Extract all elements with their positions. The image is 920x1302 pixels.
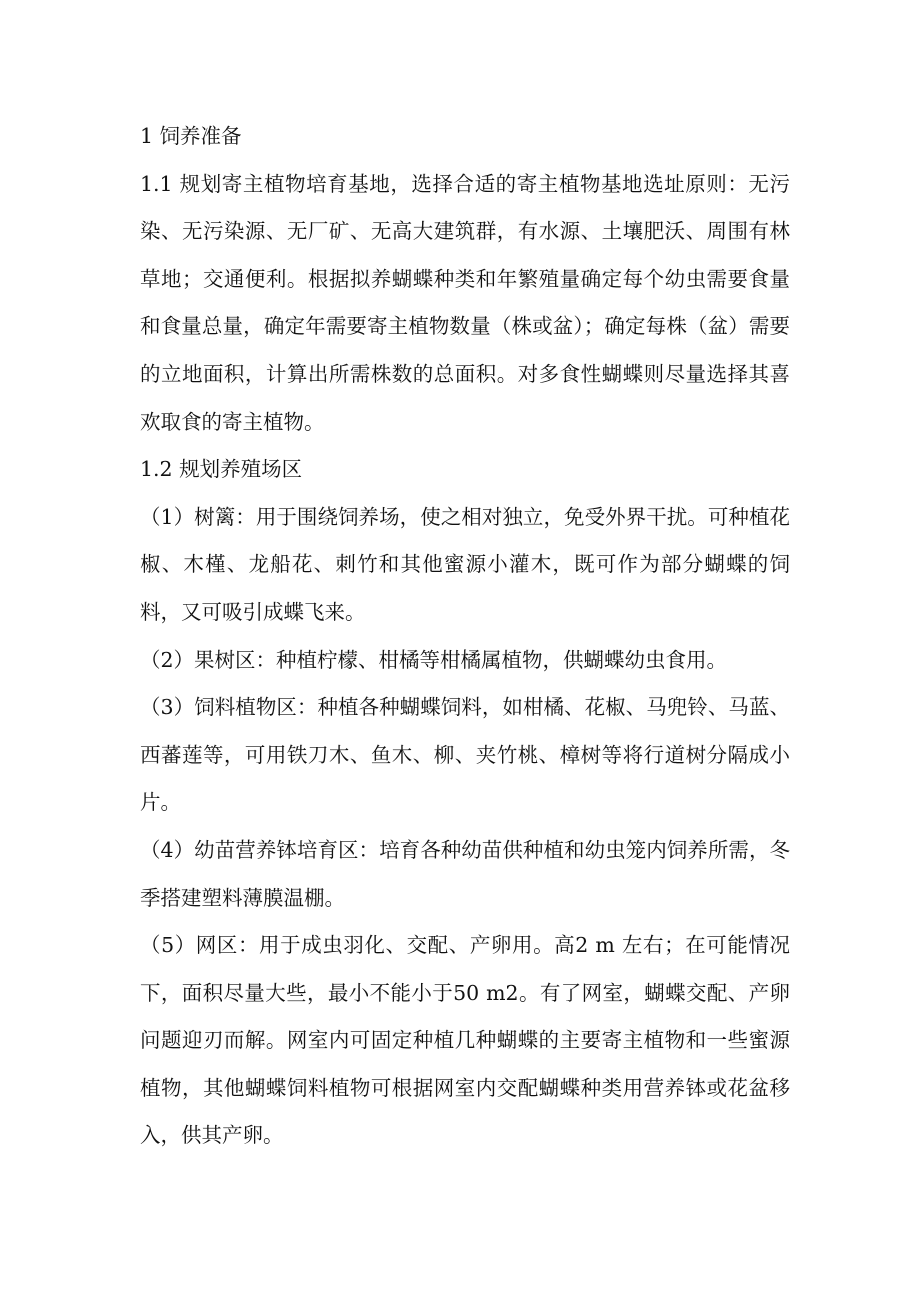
paragraph-feed-plants: （3）饲料植物区：种植各种蝴蝶饲料，如柑橘、花椒、马兜铃、马蓝、西蕃莲等，可用铁刀木、鱼木、柳、夹竹桃、樟树等将行道树分隔成小片。 <box>140 695 790 815</box>
paragraph-hedge: （1）树篱：用于围绕饲养场，使之相对独立，免受外界干扰。可种植花椒、木槿、龙船花、刺竹和其他蜜源小灌木，既可作为部分蝴蝶的饲料，又可吸引成蝶飞来。 <box>140 504 790 624</box>
document-body <box>140 113 790 1160</box>
paragraph-net-area: （5）网区：用于成虫羽化、交配、产卵用。高2 m 左右；在可能情况下，面积尽量大些，最小不能小于50 m2。有了网室，蝴蝶交配、产卵问题迎刃而解。网室内可固定种植几种蝴蝶的主要寄主植物和一些蜜源植物，其他蝴蝶饲料植物可根据网室内交配蝴蝶种类用营养钵或花盆移入，供其产卵。 <box>140 933 790 1148</box>
paragraph-host-plant-base: 1.1 规划寄主植物培育基地，选择合适的寄主植物基地选址原则：无污染、无污染源、无厂矿、无高大建筑群，有水源、土壤肥沃、周围有林草地；交通便利。根据拟养蝴蝶种类和年繁殖量确定每个幼虫需要食量和食量总量，确定年需要寄主植物数量（株或盆）；确定每株（盆）需要的立地面积，计算出所需株数的总面积。对多食性蝴蝶则尽量选择其喜欢取食的寄主植物。 <box>140 171 790 434</box>
subsection-heading: 1.2 规划养殖场区 <box>140 457 303 482</box>
paragraph-orchard: （2）果树区：种植柠檬、柑橘等柑橘属植物，供蝴蝶幼虫食用。 <box>140 647 728 672</box>
paragraph-seedling-area: （4）幼苗营养钵培育区：培育各种幼苗供种植和幼虫笼内饲养所需，冬季搭建塑料薄膜温棚。 <box>140 837 790 910</box>
section-heading: 1 饲养准备 <box>140 124 242 148</box>
